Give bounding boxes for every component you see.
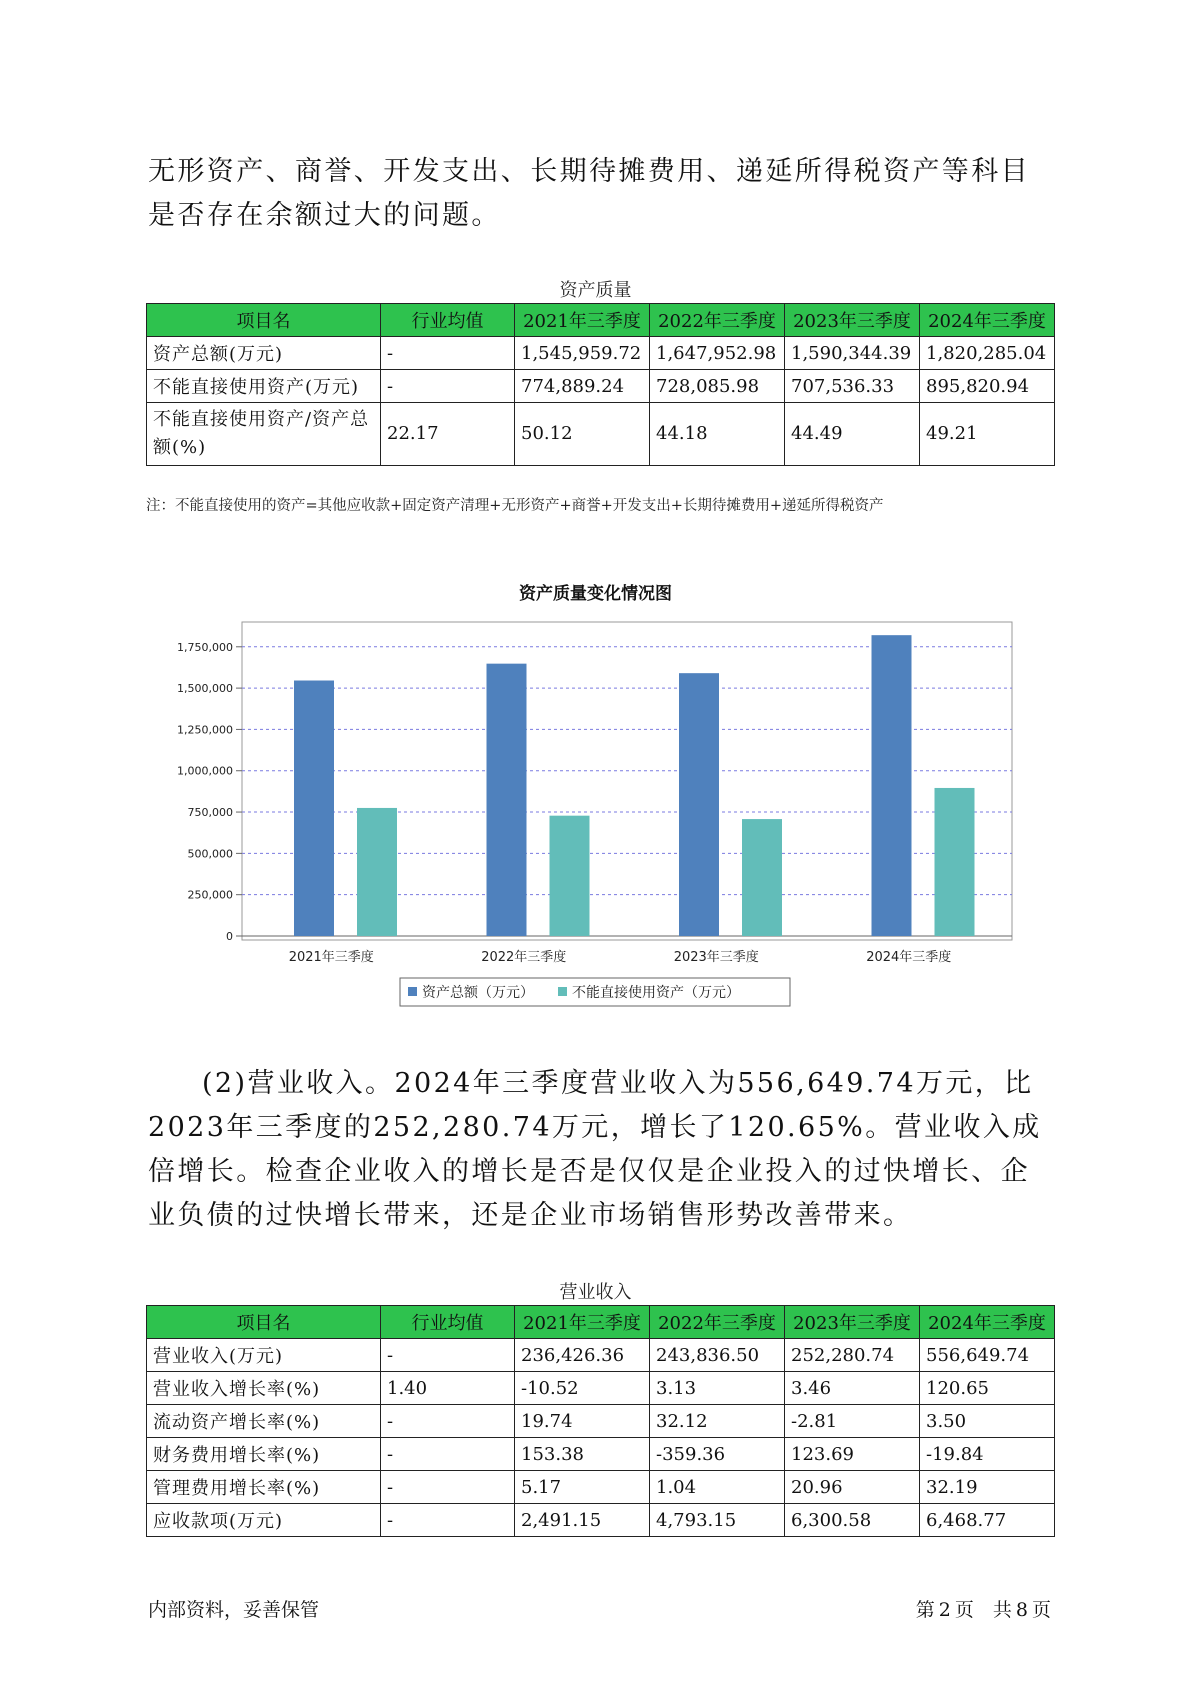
header-cell: 2024年三季度 [920,1306,1055,1339]
table-cell: 44.49 [785,403,920,466]
table-cell: 22.17 [381,403,515,466]
header-cell: 2021年三季度 [515,304,650,337]
header-cell: 2023年三季度 [785,1306,920,1339]
legend-swatch [558,987,567,996]
page-suffix: 页 [1031,1599,1051,1621]
table-cell: 6,468.77 [920,1504,1055,1537]
legend-label: 不能直接使用资产（万元） [572,985,740,1001]
x-tick-label: 2021年三季度 [288,950,374,965]
table-row [147,1438,1055,1471]
page-mid: 页 共 [954,1599,1012,1621]
table-cell: 1,590,344.39 [785,337,920,370]
table-cell: 4,793.15 [650,1504,785,1537]
table-cell: 895,820.94 [920,370,1055,403]
table-cell: 财务费用增长率(%) [147,1438,381,1471]
table-cell: 50.12 [515,403,650,466]
table-row [147,1471,1055,1504]
page-current: 2 [938,1599,951,1621]
table-cell: 资产总额(万元) [147,337,381,370]
table-cell: 1.04 [650,1471,785,1504]
bar-total-assets [679,673,719,936]
bar-total-assets [487,664,527,936]
y-tick-label: 250,000 [187,888,233,902]
table-cell: - [381,1339,515,1372]
chart-title: 资产质量变化情况图 [519,584,672,604]
table-header-row [147,304,1055,337]
table-cell: 5.17 [515,1471,650,1504]
table-header-row [147,1306,1055,1339]
table-cell: 3.13 [650,1372,785,1405]
table-cell: 20.96 [785,1471,920,1504]
intro-paragraph: 无形资产、商誉、开发支出、长期待摊费用、递延所得税资产等科目是否存在余额过大的问题。 [148,156,1030,231]
table-row [147,1339,1055,1372]
legend-swatch [408,987,417,996]
table-cell: 123.69 [785,1438,920,1471]
table-cell: 707,536.33 [785,370,920,403]
revenue-table [146,1305,1055,1537]
table-cell: -359.36 [650,1438,785,1471]
y-tick-label: 1,000,000 [177,764,233,778]
table-cell: 流动资产增长率(%) [147,1405,381,1438]
header-cell: 2022年三季度 [650,1306,785,1339]
y-tick-label: 1,250,000 [177,723,233,737]
table-cell: 728,085.98 [650,370,785,403]
table-cell: -2.81 [785,1405,920,1438]
table-cell: - [381,370,515,403]
header-cell: 项目名 [147,304,381,337]
table-cell: 32.19 [920,1471,1055,1504]
table-cell: - [381,1405,515,1438]
table-cell: - [381,1438,515,1471]
table-cell: 44.18 [650,403,785,466]
header-cell: 行业均值 [381,304,515,337]
bar-unusable-assets [550,816,590,936]
y-tick-label: 500,000 [187,847,233,861]
table-row [147,1405,1055,1438]
table-cell: 1,545,959.72 [515,337,650,370]
table-cell: 2,491.15 [515,1504,650,1537]
table-cell: 32.12 [650,1405,785,1438]
table-cell: 营业收入(万元) [147,1339,381,1372]
x-tick-label: 2023年三季度 [673,950,759,965]
table-cell: 49.21 [920,403,1055,466]
table-cell: 19.74 [515,1405,650,1438]
table-cell: 1,647,952.98 [650,337,785,370]
header-cell: 项目名 [147,1306,381,1339]
table-cell: 252,280.74 [785,1339,920,1372]
header-cell: 2022年三季度 [650,304,785,337]
table-cell: 774,889.24 [515,370,650,403]
table-cell: 153.38 [515,1438,650,1471]
header-cell: 行业均值 [381,1306,515,1339]
footer-page-number [914,1595,1053,1622]
y-tick-label: 0 [226,930,233,943]
table-row [147,1372,1055,1405]
table-cell: 营业收入增长率(%) [147,1372,381,1405]
table-cell: 243,836.50 [650,1339,785,1372]
page-prefix: 第 [915,1599,935,1621]
table-cell: 管理费用增长率(%) [147,1471,381,1504]
bar-unusable-assets [742,819,782,936]
table-cell: 不能直接使用资产/资产总额(%) [147,403,381,466]
table2-caption: 营业收入 [559,1282,632,1303]
table-cell: -10.52 [515,1372,650,1405]
table-cell: 3.50 [920,1405,1055,1438]
asset-quality-chart [148,570,1028,1030]
y-tick-label: 750,000 [187,806,233,820]
y-tick-label: 1,500,000 [177,682,233,696]
table-cell: - [381,337,515,370]
table-cell: 556,649.74 [920,1339,1055,1372]
bar-unusable-assets [935,788,975,936]
table-cell: 不能直接使用资产(万元) [147,370,381,403]
y-tick-label: 1,750,000 [177,640,233,654]
table-cell: 6,300.58 [785,1504,920,1537]
revenue-paragraph: (2)营业收入。2024年三季度营业收入为556,649.74万元，比2023年三季度的252,280.74万元，增长了120.65%。营业收入成倍增长。检查企业收入的增长是否是仅仅是企业投入的过快增长、企业负债的过快增长带来，还是企业市场销售形势改善带来。 [148,1068,1042,1231]
bar-total-assets [872,635,912,936]
header-cell: 2021年三季度 [515,1306,650,1339]
table-row [147,1504,1055,1537]
table-cell: 1.40 [381,1372,515,1405]
footer-confidential: 内部资料，妥善保管 [148,1599,320,1621]
bar-unusable-assets [357,808,397,936]
legend-label: 资产总额（万元） [422,985,534,1001]
header-cell: 2024年三季度 [920,304,1055,337]
bar-total-assets [294,681,334,936]
table-cell: 236,426.36 [515,1339,650,1372]
table-cell: - [381,1504,515,1537]
table-cell: - [381,1471,515,1504]
table-cell: 应收款项(万元) [147,1504,381,1537]
page-total: 8 [1015,1599,1028,1621]
table1-caption: 资产质量 [559,280,632,301]
x-tick-label: 2022年三季度 [481,950,567,965]
table-row [147,403,1055,466]
table-row [147,337,1055,370]
table-row [147,370,1055,403]
header-cell: 2023年三季度 [785,304,920,337]
table-cell: 3.46 [785,1372,920,1405]
table-cell: -19.84 [920,1438,1055,1471]
table-cell: 1,820,285.04 [920,337,1055,370]
table-note: 注：不能直接使用的资产=其他应收款+固定资产清理+无形资产+商誉+开发支出+长期待摊费用+递延所得税资产 [146,498,884,514]
table-cell: 120.65 [920,1372,1055,1405]
asset-quality-table [146,303,1055,466]
x-tick-label: 2024年三季度 [866,950,952,965]
